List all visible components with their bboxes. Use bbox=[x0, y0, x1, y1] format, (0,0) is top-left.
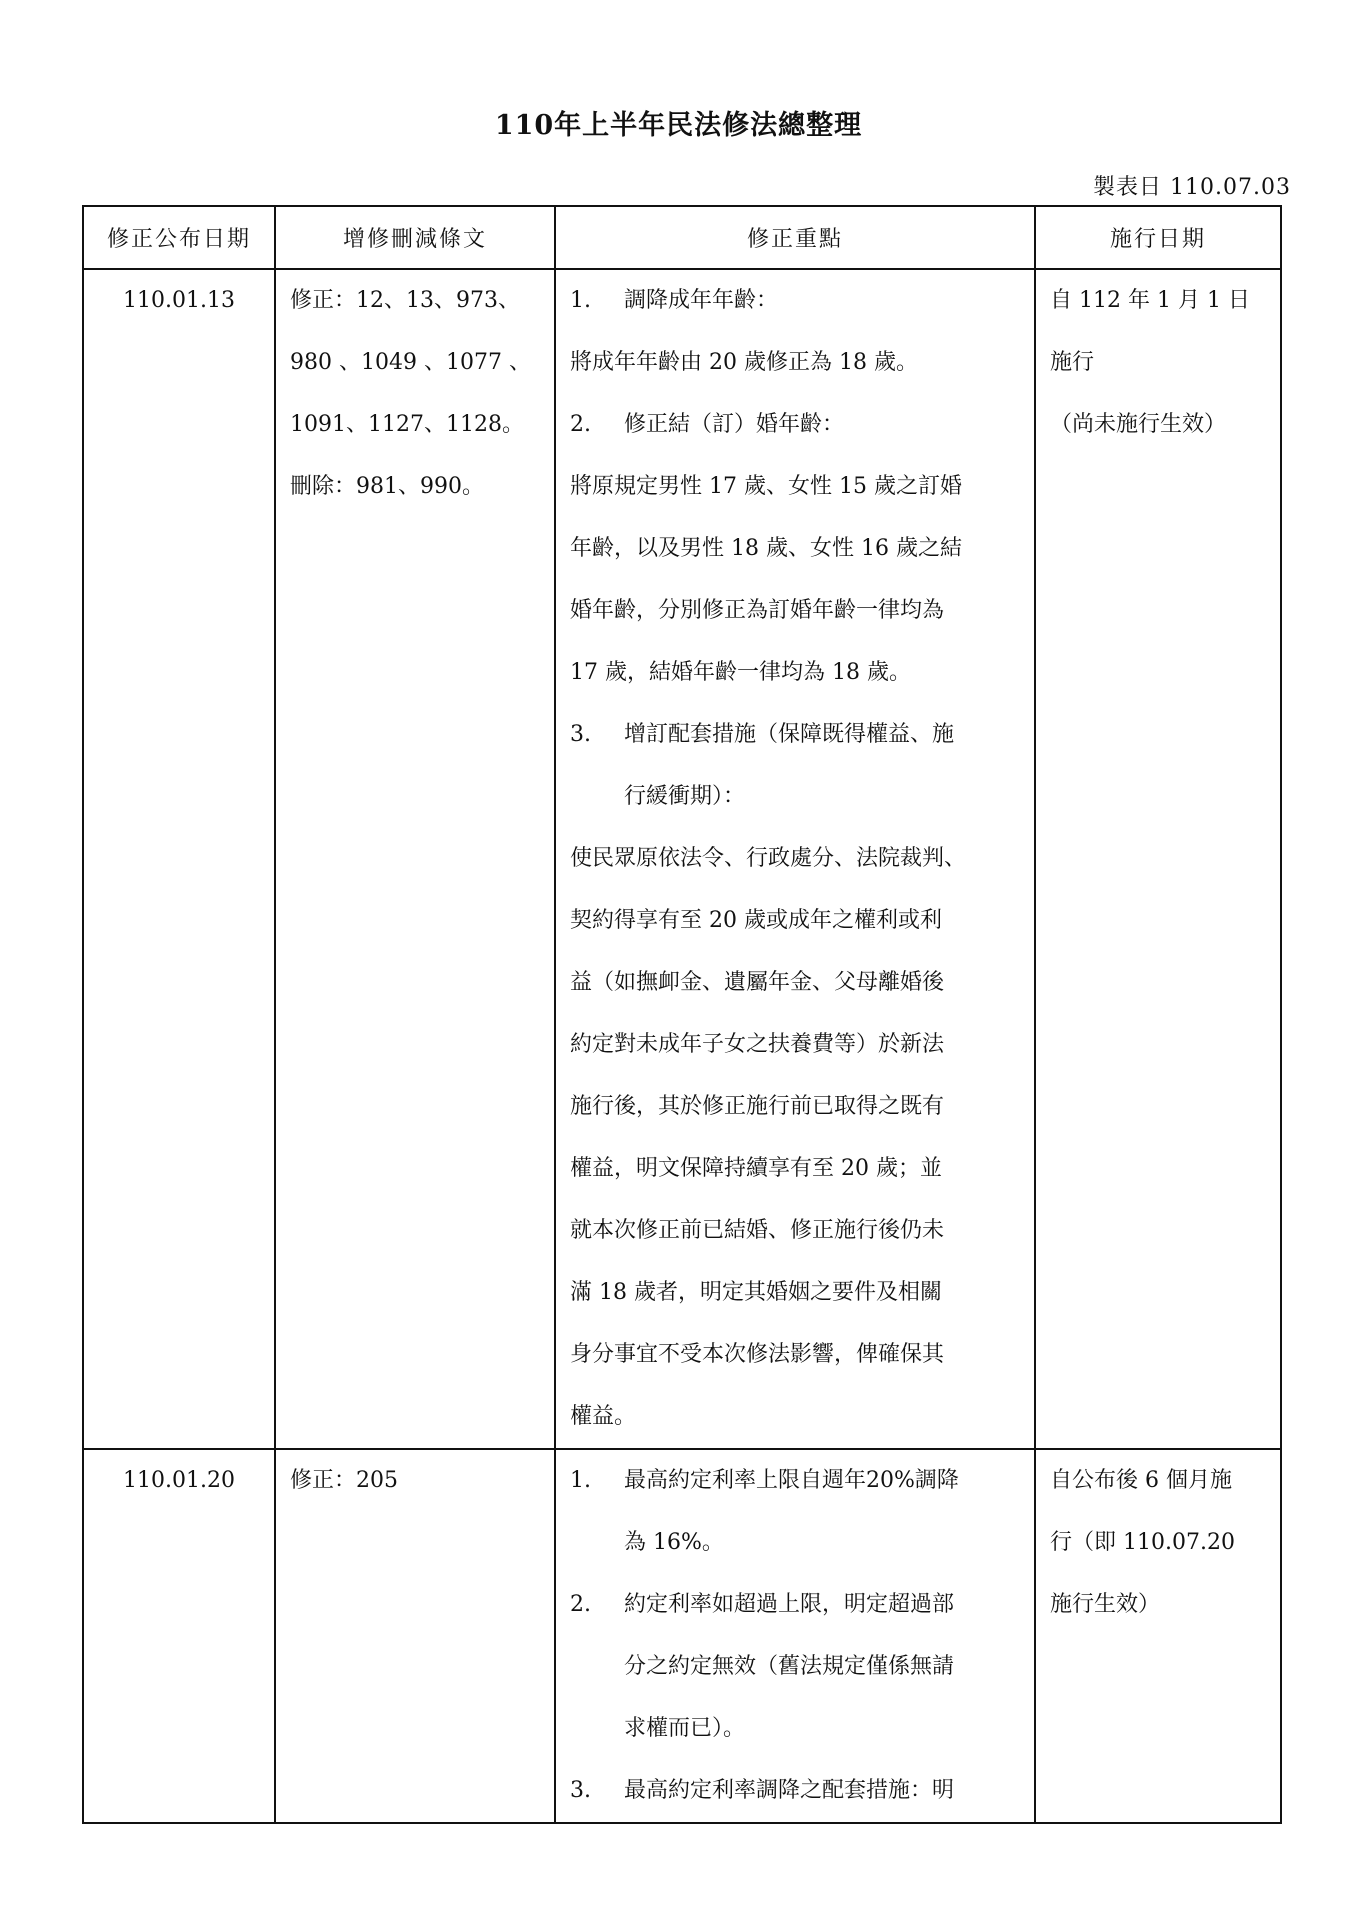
point-number: 2. bbox=[570, 412, 591, 437]
row-date: 110.01.13 bbox=[123, 288, 235, 313]
effective-line: 施行 bbox=[1050, 350, 1095, 375]
point-number: 3. bbox=[570, 1778, 591, 1803]
point-line: 行緩衝期）： bbox=[624, 784, 746, 809]
point-line: 滿 18 歲者，明定其婚姻之要件及相關 bbox=[570, 1280, 942, 1305]
table-row bbox=[83, 269, 1281, 1449]
point-line bbox=[570, 1574, 1020, 1636]
article-line: 刪除：981、990。 bbox=[290, 474, 484, 499]
point-number: 2. bbox=[570, 1592, 591, 1617]
point-line bbox=[570, 394, 1020, 456]
article-line: 修正：205 bbox=[290, 1468, 398, 1493]
point-number: 1. bbox=[570, 1468, 591, 1493]
table-header-row bbox=[83, 206, 1281, 269]
point-text: 調降成年年齡： bbox=[624, 288, 779, 313]
effective-line: 行（即 110.07.20 bbox=[1050, 1530, 1235, 1555]
point-line bbox=[570, 270, 1020, 332]
point-line: 就本次修正前已結婚、修正施行後仍未 bbox=[570, 1218, 945, 1243]
point-line: 年齡，以及男性 18 歲、女性 16 歲之結 bbox=[570, 536, 962, 561]
point-text: 最高約定利率上限自週年20%調降 bbox=[624, 1468, 959, 1493]
point-line: 將成年年齡由 20 歲修正為 18 歲。 bbox=[570, 350, 918, 375]
point-line: 使民眾原依法令、行政處分、法院裁判、 bbox=[570, 846, 967, 871]
header-effective: 施行日期 bbox=[1035, 206, 1281, 269]
document-title: 110年上半年民法修法總整理 bbox=[494, 110, 863, 141]
point-line: 分之約定無效（舊法規定僅係無請 bbox=[624, 1654, 955, 1679]
effective-line: （尚未施行生效） bbox=[1050, 412, 1227, 437]
point-line bbox=[570, 1760, 1020, 1822]
point-text: 最高約定利率調降之配套措施：明 bbox=[624, 1778, 955, 1803]
point-text: 修正結（訂）婚年齡： bbox=[624, 412, 845, 437]
header-points: 修正重點 bbox=[555, 206, 1035, 269]
effective-line: 自 112 年 1 月 1 日 bbox=[1050, 288, 1250, 313]
row-date: 110.01.20 bbox=[123, 1468, 235, 1493]
point-text: 約定利率如超過上限，明定超過部 bbox=[624, 1592, 955, 1617]
point-line bbox=[570, 704, 1020, 766]
point-line: 權益，明文保障持續享有至 20 歲；並 bbox=[570, 1156, 942, 1181]
point-line: 施行後，其於修正施行前已取得之既有 bbox=[570, 1094, 945, 1119]
amendment-table bbox=[82, 205, 1282, 1824]
header-date: 修正公布日期 bbox=[83, 206, 275, 269]
point-line: 婚年齡，分別修正為訂婚年齡一律均為 bbox=[570, 598, 945, 623]
point-line bbox=[570, 1450, 1020, 1512]
article-line: 1091、1127、1128。 bbox=[290, 412, 524, 437]
point-number: 3. bbox=[570, 722, 591, 747]
point-line: 權益。 bbox=[570, 1404, 637, 1429]
point-line: 將原規定男性 17 歲、女性 15 歲之訂婚 bbox=[570, 474, 962, 499]
effective-line: 自公布後 6 個月施 bbox=[1050, 1468, 1232, 1493]
point-text: 增訂配套措施（保障既得權益、施 bbox=[624, 722, 955, 747]
point-line: 約定對未成年子女之扶養費等）於新法 bbox=[570, 1032, 945, 1057]
point-line: 為 16%。 bbox=[624, 1530, 724, 1555]
point-line: 求權而已）。 bbox=[624, 1716, 746, 1741]
point-line: 身分事宜不受本次修法影響，俾確保其 bbox=[570, 1342, 945, 1367]
point-line: 契約得享有至 20 歲或成年之權利或利 bbox=[570, 908, 942, 933]
article-line: 修正：12、13、973、 bbox=[290, 288, 520, 313]
effective-line: 施行生效） bbox=[1050, 1592, 1161, 1617]
point-line: 益（如撫卹金、遺屬年金、父母離婚後 bbox=[570, 970, 945, 995]
header-articles: 增修刪減條文 bbox=[275, 206, 555, 269]
point-line: 17 歲，結婚年齡一律均為 18 歲。 bbox=[570, 660, 911, 685]
table-row bbox=[83, 1449, 1281, 1823]
article-line: 980 、1049 、1077 、 bbox=[290, 350, 531, 375]
point-number: 1. bbox=[570, 288, 591, 313]
made-date: 製表日 110.07.03 bbox=[1093, 175, 1291, 200]
